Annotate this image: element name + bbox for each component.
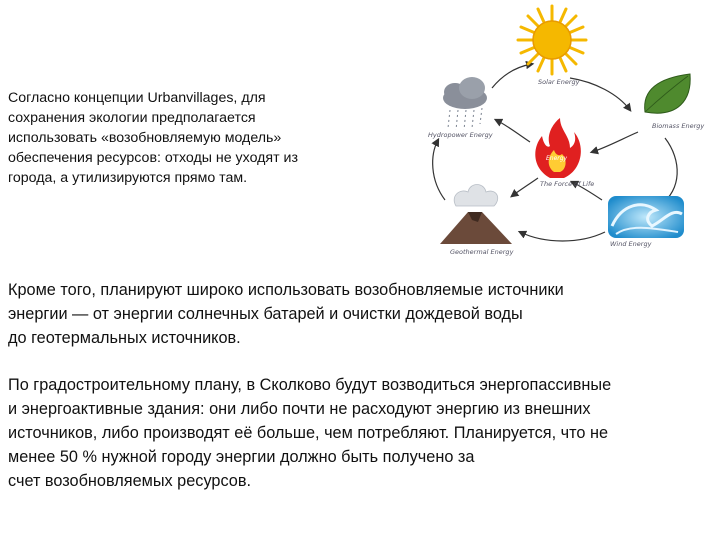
- paragraph-line: счет возобновляемых ресурсов.: [8, 472, 252, 490]
- arrow-center-to-hydro: [496, 120, 530, 142]
- energy-cycle-diagram: [420, 0, 720, 260]
- rain-cloud-icon: [443, 77, 487, 130]
- arrow-geothermal-to-hydro: [433, 140, 445, 200]
- arrow-hydro-to-solar: [492, 64, 532, 88]
- paragraph-line: По градостроительному плану, в Сколково будут возводиться энергопассивные: [8, 376, 612, 394]
- arrow-biomass-to-wind: [660, 138, 677, 205]
- hydropower-energy-label: Hydropower Energy: [428, 131, 493, 139]
- intro-line: Согласно концепции Urbanvillages, для: [8, 90, 266, 106]
- sun-icon: [518, 6, 586, 74]
- intro-line: сохранения экологии предполагается: [8, 110, 256, 126]
- center-energy-label: Energy: [546, 155, 568, 162]
- paragraph-line: и энергоактивные здания: они либо почти не расходуют энергию из внешних: [8, 400, 591, 418]
- biomass-energy-label: Biomass Energy: [652, 122, 705, 130]
- urban-plan-paragraph: [8, 373, 714, 493]
- arrow-center-to-geothermal: [512, 178, 538, 196]
- flame-icon: [535, 118, 581, 178]
- intro-paragraph: [8, 88, 378, 188]
- paragraph-line: Кроме того, планируют широко использовать возобновляемые источники: [8, 281, 564, 299]
- arrow-wind-to-geothermal: [520, 232, 605, 241]
- geothermal-energy-label: Geothermal Energy: [450, 248, 514, 256]
- arrow-biomass-to-center: [592, 132, 638, 152]
- paragraph-line: менее 50 % нужной городу энергии должно быть получено за: [8, 448, 475, 466]
- intro-line: города, а утилизируются прямо там.: [8, 170, 248, 186]
- solar-energy-label: Solar Energy: [538, 78, 580, 86]
- paragraph-line: энергии — от энергии солнечных батарей и очистки дождевой воды: [8, 305, 523, 323]
- leaf-icon: [645, 74, 691, 113]
- paragraph-line: источников, либо производят её больше, чем потребляют. Планируется, что не: [8, 424, 609, 442]
- force-of-life-label: The Force of Life: [540, 180, 595, 188]
- volcano-icon: [440, 185, 512, 245]
- renewable-sources-paragraph: [8, 278, 708, 350]
- wave-icon: [608, 196, 684, 238]
- wind-energy-label: Wind Energy: [610, 240, 652, 248]
- intro-line: обеспечения ресурсов: отходы не уходят из: [8, 150, 298, 166]
- intro-line: использовать «возобновляемую модель»: [8, 130, 282, 146]
- paragraph-line: до геотермальных источников.: [8, 329, 241, 347]
